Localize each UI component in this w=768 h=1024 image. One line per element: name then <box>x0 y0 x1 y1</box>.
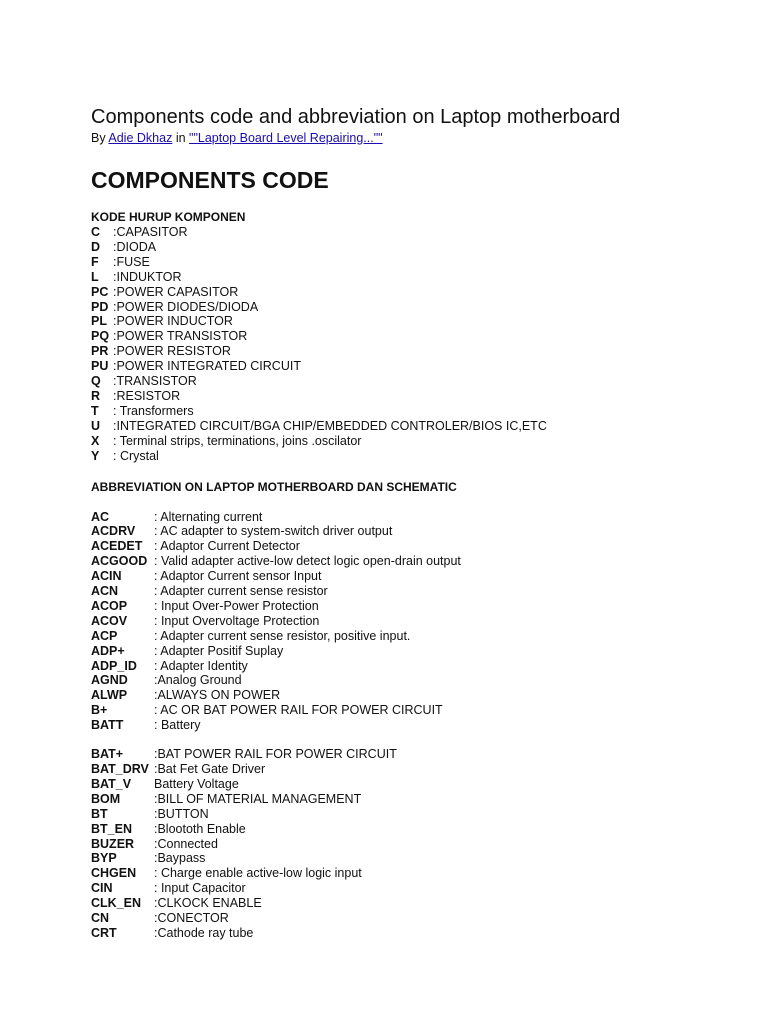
page-title: Components code and abbreviation on Laptop motherboard <box>91 106 621 128</box>
list-item <box>91 718 751 733</box>
item-code: R <box>91 388 101 403</box>
list-item <box>91 599 751 614</box>
by-prefix: By <box>91 131 106 145</box>
item-desc: :BUTTON <box>154 806 209 821</box>
item-desc: :Baypass <box>154 851 206 866</box>
item-code: BOM <box>91 791 121 806</box>
item-desc: :Bat Fet Gate Driver <box>154 762 266 776</box>
list-item <box>91 881 751 896</box>
item-code: PU <box>91 359 109 374</box>
list-item <box>91 374 751 389</box>
item-desc: :DIODA <box>113 239 157 254</box>
item-code: ACDRV <box>91 524 136 539</box>
list-item <box>91 225 751 240</box>
list-item <box>91 837 751 852</box>
item-desc: :POWER INTEGRATED CIRCUIT <box>113 359 301 374</box>
item-code: CHGEN <box>91 866 137 881</box>
list-item <box>91 404 751 419</box>
item-desc: : Valid adapter active-low detect logic open-drain output <box>154 554 461 569</box>
item-code: ACOV <box>91 613 128 628</box>
list-item <box>91 344 751 359</box>
item-desc: :Analog Ground <box>154 673 242 688</box>
item-code: ADP_ID <box>91 658 137 673</box>
item-desc: :Connected <box>154 836 218 851</box>
list-item <box>91 659 751 674</box>
document-page <box>91 104 751 941</box>
spacer <box>91 733 751 747</box>
item-desc: :POWER INDUCTOR <box>113 314 233 329</box>
item-code: T <box>91 403 99 418</box>
list-item <box>91 329 751 344</box>
item-desc: :BILL OF MATERIAL MANAGEMENT <box>154 791 362 806</box>
item-desc: : Input Over-Power Protection <box>154 598 319 613</box>
list-item <box>91 285 751 300</box>
item-desc: : AC OR BAT POWER RAIL FOR POWER CIRCUIT <box>154 703 443 718</box>
list-item <box>91 644 751 659</box>
item-desc: : Adapter Positif Suplay <box>154 643 284 658</box>
in-word: in <box>175 131 186 145</box>
list-item <box>91 419 751 434</box>
item-code: ACN <box>91 584 119 599</box>
item-code: L <box>91 269 99 284</box>
item-code: BAT_DRV <box>91 762 149 776</box>
item-code: Y <box>91 448 100 463</box>
abbreviation-list-2 <box>91 747 751 941</box>
list-item <box>91 703 751 718</box>
item-desc: :CLKOCK ENABLE <box>154 896 262 911</box>
item-code: BT <box>91 806 108 821</box>
item-desc: :Cathode ray tube <box>154 925 254 940</box>
item-code: BAT+ <box>91 747 124 762</box>
list-item <box>91 629 751 644</box>
item-desc: : Input Overvoltage Protection <box>154 613 320 628</box>
list-item <box>91 434 751 449</box>
list-item <box>91 807 751 822</box>
item-desc: :ALWAYS ON POWER <box>154 688 281 703</box>
item-desc: :TRANSISTOR <box>113 374 197 389</box>
item-code: CN <box>91 911 110 926</box>
item-code: AC <box>91 509 110 524</box>
item-code: CIN <box>91 881 113 896</box>
item-desc: :Bloototh Enable <box>154 821 246 836</box>
item-desc: :POWER DIODES/DIODA <box>113 299 259 314</box>
item-desc: :BAT POWER RAIL FOR POWER CIRCUIT <box>154 747 397 762</box>
item-desc: : Alternating current <box>154 509 263 524</box>
item-code: CLK_EN <box>91 896 142 911</box>
list-item <box>91 389 751 404</box>
item-desc: Battery Voltage <box>154 776 239 791</box>
list-item <box>91 240 751 255</box>
item-code: C <box>91 225 101 239</box>
list-item <box>91 270 751 285</box>
codes-list <box>91 225 751 464</box>
list-item <box>91 866 751 881</box>
list-item <box>91 569 751 584</box>
item-code: D <box>91 239 101 254</box>
item-desc: : Terminal strips, terminations, joins .oscilator <box>113 433 362 448</box>
item-code: ALWP <box>91 688 128 703</box>
item-desc: : Adapter current sense resistor, positive input. <box>154 628 411 643</box>
item-code: BT_EN <box>91 821 132 836</box>
list-item <box>91 896 751 911</box>
item-desc: : Charge enable active-low logic input <box>154 866 362 881</box>
list-item <box>91 762 751 777</box>
list-item <box>91 792 751 807</box>
list-item <box>91 584 751 599</box>
list-item <box>91 524 751 539</box>
list-item <box>91 359 751 374</box>
list-item <box>91 539 751 554</box>
list-item <box>91 926 751 941</box>
author-link[interactable]: Adie Dkhaz <box>108 131 173 145</box>
abbreviation-section-title: ABBREVIATION ON LAPTOP MOTHERBOARD DAN SCHEMATIC <box>91 479 457 494</box>
item-desc: : Battery <box>154 718 201 733</box>
item-desc: :RESISTOR <box>113 388 181 403</box>
item-desc: :POWER RESISTOR <box>113 344 231 359</box>
item-code: PQ <box>91 329 110 344</box>
spacer <box>91 495 751 510</box>
item-code: PR <box>91 344 109 359</box>
byline <box>91 130 751 146</box>
item-desc: :FUSE <box>113 254 150 269</box>
item-desc: :POWER TRANSISTOR <box>113 329 248 344</box>
item-code: PD <box>91 299 109 314</box>
item-desc: : Crystal <box>113 448 159 463</box>
blog-link[interactable]: ""Laptop Board Level Repairing..."" <box>189 131 383 145</box>
item-code: ACGOOD <box>91 554 148 569</box>
item-desc: : Adaptor Current sensor Input <box>154 569 322 584</box>
item-desc: :CONECTOR <box>154 911 229 926</box>
item-code: ACP <box>91 628 118 643</box>
item-code: ACOP <box>91 598 128 613</box>
list-item <box>91 911 751 926</box>
item-desc: : AC adapter to system-switch driver output <box>154 524 393 539</box>
item-desc: :INDUKTOR <box>113 269 182 284</box>
item-code: Q <box>91 374 101 389</box>
item-desc: :CAPASITOR <box>113 225 188 239</box>
list-item <box>91 688 751 703</box>
item-desc: : Transformers <box>113 403 194 418</box>
item-code: CRT <box>91 925 117 940</box>
item-code: BAT_V <box>91 776 132 791</box>
item-desc: : Adapter Identity <box>154 658 248 673</box>
list-item <box>91 747 751 762</box>
list-item <box>91 822 751 837</box>
list-item <box>91 777 751 792</box>
item-code: X <box>91 433 100 448</box>
item-code: ACEDET <box>91 539 143 554</box>
list-item <box>91 255 751 270</box>
item-code: B+ <box>91 703 108 718</box>
item-code: ADP+ <box>91 643 125 658</box>
main-heading: COMPONENTS CODE <box>91 167 329 193</box>
list-item <box>91 510 751 525</box>
abbreviation-list-1 <box>91 510 751 734</box>
list-item <box>91 300 751 315</box>
item-code: ACIN <box>91 569 122 584</box>
item-code: PL <box>91 314 107 329</box>
list-item <box>91 449 751 464</box>
list-item <box>91 851 751 866</box>
list-item <box>91 614 751 629</box>
list-item <box>91 554 751 569</box>
item-code: BUZER <box>91 836 135 851</box>
item-desc: : Adapter current sense resistor <box>154 584 328 599</box>
item-code: BATT <box>91 718 124 733</box>
item-desc: : Adaptor Current Detector <box>154 539 300 554</box>
item-code: U <box>91 418 101 433</box>
item-code: AGND <box>91 673 128 688</box>
item-code: F <box>91 254 99 269</box>
list-item <box>91 673 751 688</box>
list-item <box>91 314 751 329</box>
item-desc: :POWER CAPASITOR <box>113 284 239 299</box>
item-code: PC <box>91 284 109 299</box>
item-code: BYP <box>91 851 117 866</box>
codes-section-title: KODE HURUP KOMPONEN <box>91 210 246 224</box>
item-desc: : Input Capacitor <box>154 881 246 896</box>
item-desc: :INTEGRATED CIRCUIT/BGA CHIP/EMBEDDED CONTROLER/BIOS IC,ETC <box>113 418 547 433</box>
